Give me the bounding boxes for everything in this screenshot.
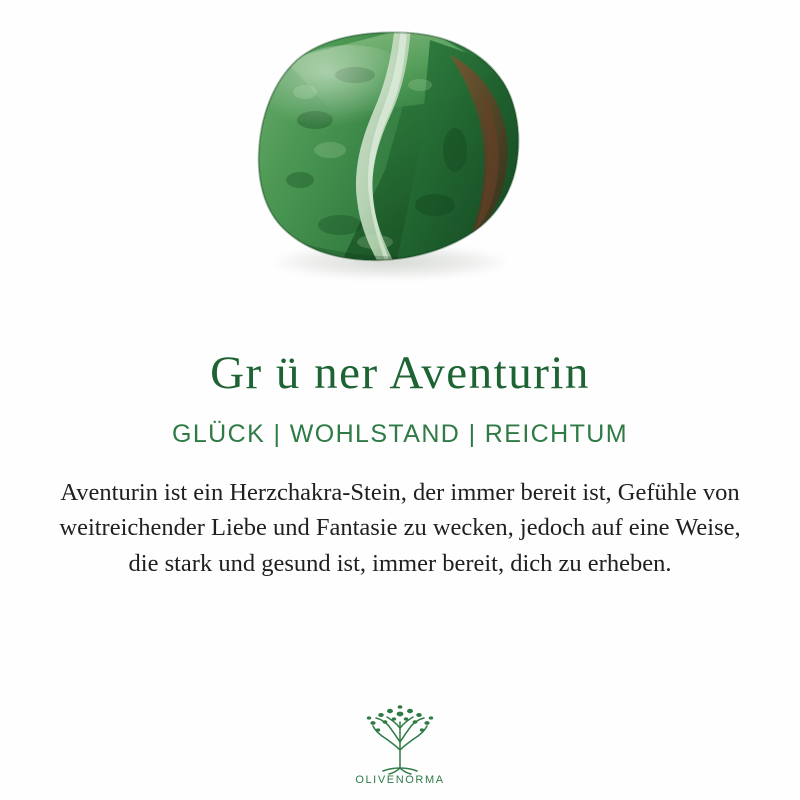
brand-logo bbox=[0, 698, 800, 786]
stone-image-area bbox=[0, 0, 800, 320]
green-aventurine-stone-icon bbox=[245, 30, 530, 275]
product-description: Aventurin ist ein Herzchakra-Stein, der immer bereit ist, Gefühle von weitreichender Liebe und Fantasie zu wecken, jedoch auf eine Weise, die stark und gesund ist, immer bereit, dich zu erheben. bbox=[59, 478, 741, 577]
product-subtitle: GLÜCK | WOHLSTAND | REICHTUM bbox=[172, 419, 628, 448]
stone-image bbox=[245, 30, 530, 290]
tree-of-life-icon bbox=[354, 698, 446, 776]
product-title: Gr ü ner Aventurin bbox=[210, 347, 590, 399]
brand-name: OLIVENORMA bbox=[355, 774, 445, 786]
